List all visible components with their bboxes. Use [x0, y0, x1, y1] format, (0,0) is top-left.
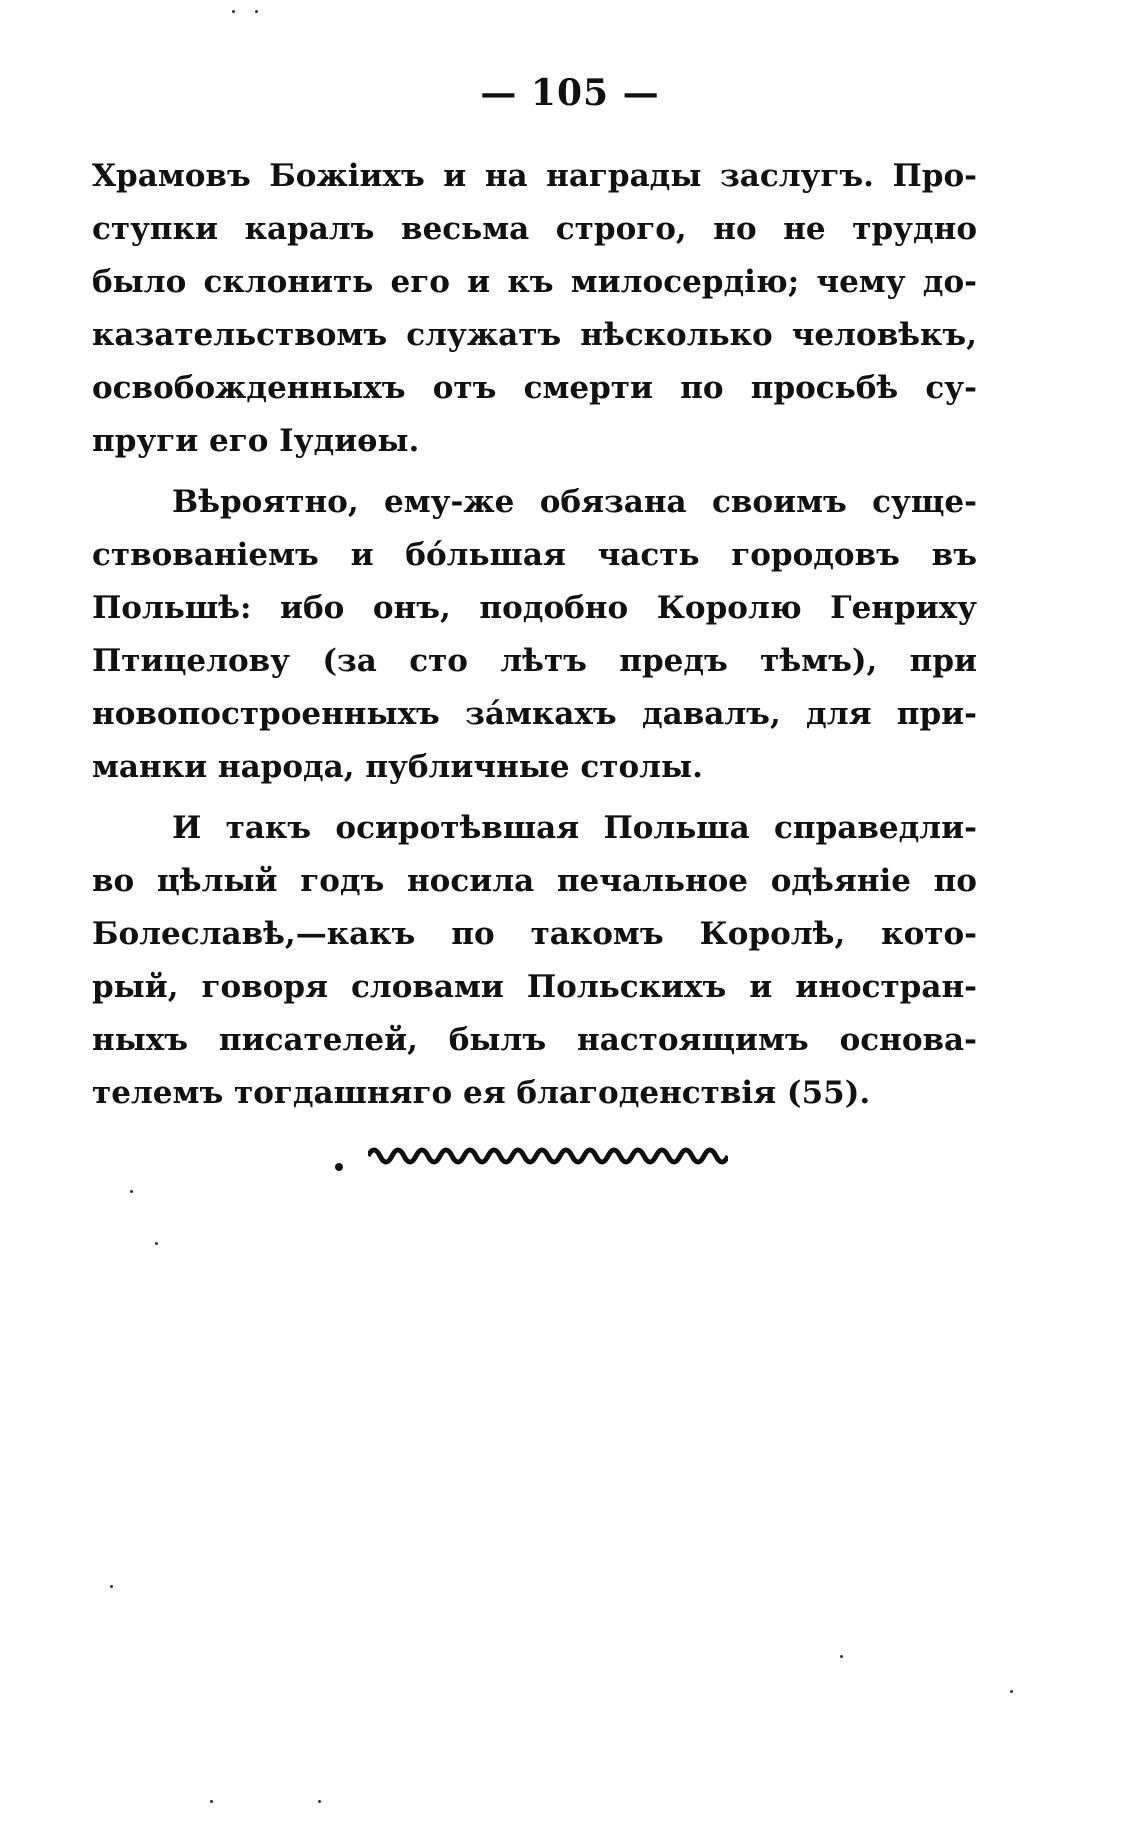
paper-speck [210, 1800, 213, 1803]
text-line: Вѣроятно, ему-же обязана своимъ суще- [172, 484, 977, 520]
page-number: — 105 — [480, 72, 660, 114]
text-line: Птицелову (за сто лѣтъ предъ тѣмъ), при [92, 643, 977, 679]
paper-speck [110, 1585, 113, 1588]
ornament-dot [335, 1163, 343, 1171]
text-line: Болеславѣ,—какъ по такомъ Королѣ, кото- [92, 916, 977, 952]
text-line: во цѣлый годъ носила печальное одѣяніе по [92, 863, 977, 899]
body-text [92, 150, 977, 1120]
paper-speck [840, 1655, 843, 1658]
text-line: манки народа, публичные столы. [92, 749, 703, 785]
text-line: рый, говоря словами Польскихъ и иностран- [92, 969, 977, 1005]
paper-speck [232, 10, 235, 13]
wavy-ornament-divider [368, 1138, 728, 1168]
text-line: И такъ осиротѣвшая Польша справедли- [172, 810, 977, 846]
text-line: новопостроенныхъ за́мкахъ давалъ, для при- [92, 696, 977, 732]
text-line: ступки каралъ весьма строго, но не трудно [92, 211, 977, 247]
text-line: ныхъ писателей, былъ настоящимъ основа- [92, 1022, 977, 1058]
text-line: Польшѣ: ибо онъ, подобно Королю Генриху [92, 590, 977, 626]
paper-speck [318, 1800, 321, 1803]
paper-speck [255, 10, 258, 13]
text-line: казательствомъ служатъ нѣсколько человѣкъ, [92, 317, 977, 353]
text-line: освобожденныхъ отъ смерти по просьбѣ су- [92, 370, 977, 406]
paper-speck [155, 1242, 158, 1245]
paragraph-2 [92, 476, 977, 794]
text-line: пруги его Іудиѳы. [92, 423, 420, 459]
paper-speck [1010, 1690, 1013, 1693]
text-line: было склонить его и къ милосердію; чему до- [92, 264, 977, 300]
paper-speck [130, 1190, 133, 1193]
text-line: ствованіемъ и бо́льшая часть городовъ въ [92, 537, 977, 573]
paragraph-3 [92, 802, 977, 1120]
text-line: телемъ тогдашняго ея благоденствія (55). [92, 1075, 871, 1111]
paragraph-1 [92, 150, 977, 468]
text-line: Храмовъ Божіихъ и на награды заслугъ. Про- [92, 158, 977, 194]
